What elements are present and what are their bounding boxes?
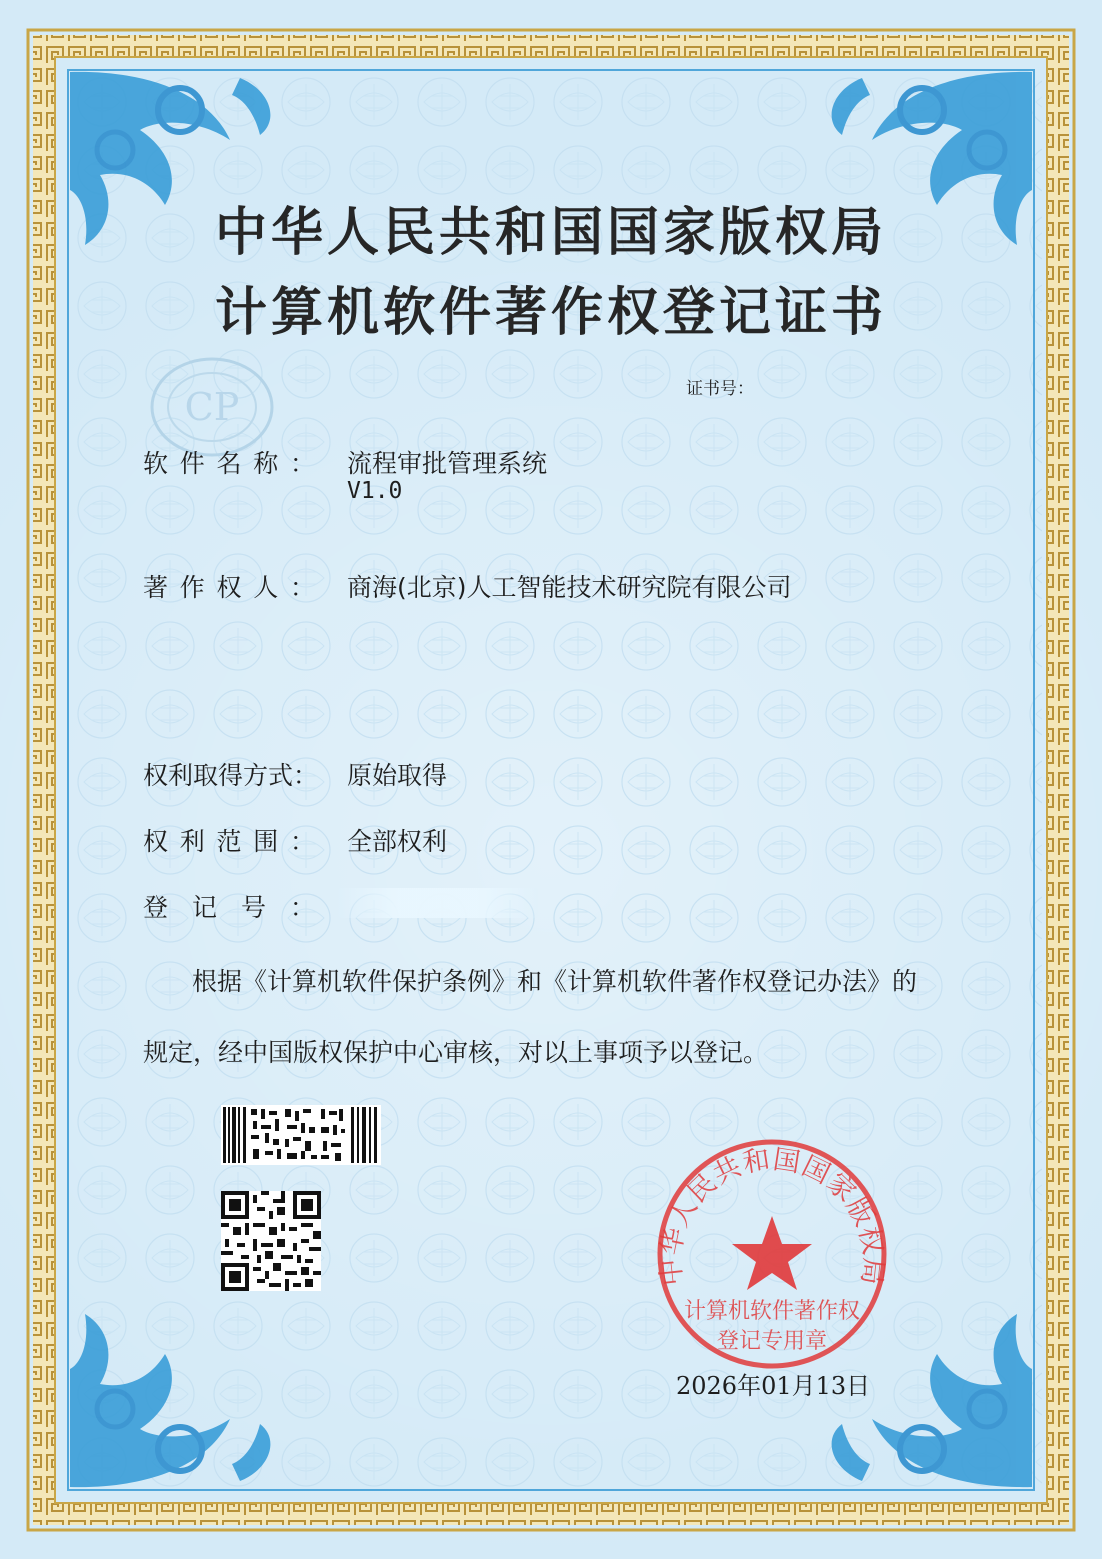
software-version-value: V1.0 <box>347 478 403 504</box>
registration-number-redacted <box>338 888 538 918</box>
official-seal <box>648 1130 896 1378</box>
software-name-label: 软件名称： <box>143 449 315 478</box>
software-name-value: 流程审批管理系统 <box>347 449 548 478</box>
seal-inner-line-2: 登记专用章 <box>716 1329 828 1354</box>
svg-text:CP: CP <box>184 385 240 429</box>
certificate-number-label: 证书号： <box>686 379 754 399</box>
page-title-line-2: 计算机软件著作权登记证书 <box>214 282 887 343</box>
seal-inner-line-1: 计算机软件著作权 <box>683 1299 861 1324</box>
registration-number-label: 登记号： <box>143 893 315 922</box>
copyright-holder-label: 著作权人： <box>143 573 315 602</box>
star-icon <box>732 1216 812 1290</box>
rights-scope-label: 权利范围： <box>143 827 315 856</box>
corner-ornament-bottom-left <box>70 1314 270 1487</box>
qr-code-icon[interactable] <box>221 1191 321 1291</box>
acquisition-method-value: 原始取得 <box>347 761 448 790</box>
acquisition-method-label: 权利取得方式： <box>143 761 319 790</box>
page-title-line-1: 中华人民共和国国家版权局 <box>214 202 887 263</box>
svg-text:中华人民共和国国家版权局: 中华人民共和国国家版权局 <box>655 1144 889 1288</box>
body-text-line-1: 根据《计算机软件保护条例》和《计算机软件著作权登记办法》的 <box>192 967 918 996</box>
body-text-line-2: 规定，经中国版权保护中心审核，对以上事项予以登记。 <box>143 1038 769 1067</box>
copyright-holder-value: 商海(北京)人工智能技术研究院有限公司 <box>347 573 792 602</box>
rights-scope-value: 全部权利 <box>347 827 448 856</box>
issue-date: 2026年01月13日 <box>676 1372 871 1400</box>
barcode-icon <box>221 1105 381 1165</box>
